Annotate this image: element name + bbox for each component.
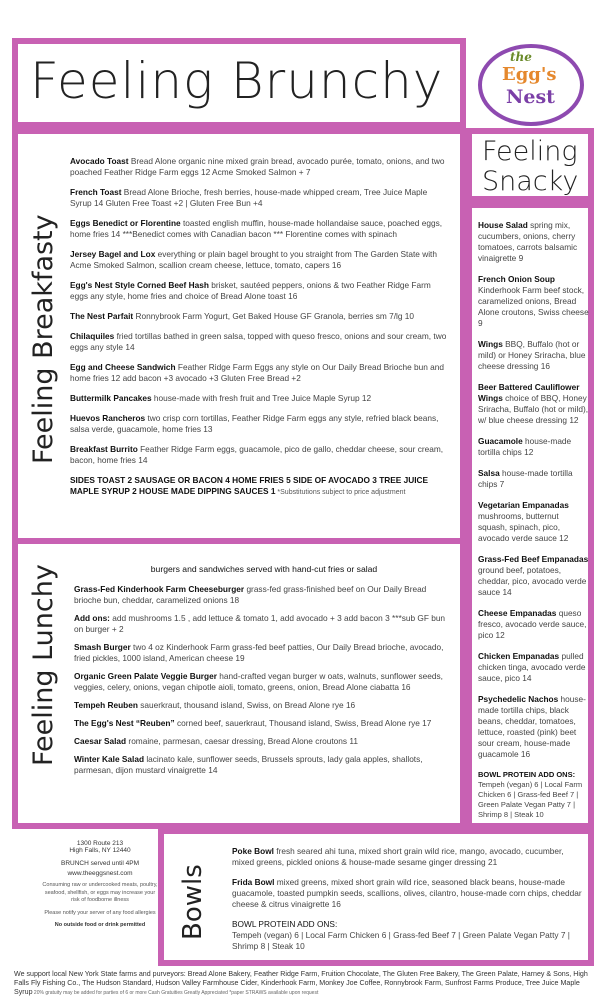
outside-food-note: No outside food or drink permitted	[54, 922, 146, 928]
lunch-section	[12, 538, 466, 829]
menu-item: Beer Battered Cauliflower Wings choice of BBQ, Honey Sriracha, Buffalo (hot or mild), w/ blue cheese dressing 12	[478, 382, 589, 425]
menu-item: Frida Bowl mixed greens, mixed short grain wild rice, seasoned black beans, house-made guacamole, toasted pumpkin seeds, scallions, olives, cilantro, house-made corn chips, cheddar cheese & citrus vinaigrette 16	[232, 877, 582, 909]
menu-item: The Nest Parfait Ronnybrook Farm Yogurt, Get Baked House GF Granola, berries sm 7/lg 10	[70, 311, 415, 321]
menu-item: Guacamole house-made tortilla chips 12	[478, 436, 572, 457]
menu-item: Grass-Fed Kinderhook Farm Cheeseburger grass-fed grass-finished beef on Our Daily Bread brioche bun, cheddar, caramelized onions 18	[74, 584, 427, 605]
menu-item: Avocado Toast Bread Alone organic nine mixed grain bread, avocado purée, tomato, onions, and two poached Feather Ridge Farm eggs 12 Acme Smoked Salmon + 7	[70, 156, 445, 177]
menu-item: Smash Burger two 4 oz Kinderhook Farm grass-fed beef patties, Our Daily Bread brioche, avocado, fried pickles, 1000 island, American cheese 19	[74, 642, 444, 663]
website-link[interactable]: www.theeggsnest.com	[67, 870, 133, 877]
menu-item: French Toast Bread Alone Brioche, fresh berries, house-made whipped cream, Tree Juice Maple Syrup 14 Gluten Free Toast +2 | Gluten Free Bun +4	[70, 187, 428, 208]
footer	[14, 970, 598, 998]
breakfast-list	[70, 156, 448, 507]
menu-item: House Salad spring mix, cucumbers, onions, cherry tomatoes, carrots balsamic vinaigrette 9	[478, 220, 578, 263]
menu-item: Chicken Empanadas pulled chicken tinga, avocado verde sauce, pico 14	[478, 651, 586, 683]
sides-line: SIDES TOAST 2 SAUSAGE OR BACON 4 HOME FRIES 5 SIDE OF AVOCADO 3 TREE JUICE MAPLE SYRUP 2 HOUSE MADE DIPPING SAUCES 1 *Substitutions subject to price adjustment	[70, 475, 429, 496]
logo-eggs: Egg's	[502, 64, 557, 85]
menu-item: Vegetarian Empanadas mushrooms, butternut squash, spinach, pico, avocado verde sauce 12	[478, 500, 569, 543]
menu-item: Grass-Fed Beef Empanadas ground beef, potatoes, cheddar, pico, avocado verde sauce 14	[478, 554, 589, 597]
snacks-list	[478, 220, 590, 830]
menu-item: Salsa house-made tortilla chips 7	[478, 468, 573, 489]
menu-item: French Onion Soup Kinderhook Farm beef stock, caramelized onions, Bread Alone croutons, Swiss cheese 9	[478, 274, 589, 328]
menu-item: Organic Green Palate Veggie Burger hand-crafted vegan burger w oats, walnuts, sunflower seeds, veggies, celery, onions, vegan chipotle aioli, tomato, greens, onion, Bread Alone ciabatta 16	[74, 671, 443, 692]
food-warning: Consuming raw or undercooked meats, poultry, seafood, shellfish, or eggs may increase your risk of foodborne illness	[42, 882, 158, 903]
restaurant-info	[40, 840, 160, 930]
menu-item: Buttermilk Pancakes house-made with fresh fruit and Tree Juice Maple Syrup 12	[70, 393, 372, 403]
protein-add-ons: BOWL PROTEIN ADD ONS: Tempeh (vegan) 6 | Local Farm Chicken 6 | Grass-fed Beef 7 | Green Palate Vegan Patty 7 | Shrimp 8 | Steak 10	[478, 770, 583, 819]
hours: BRUNCH served until 4PM	[60, 860, 140, 867]
allergy-note: Please notify your server of any food allergies	[44, 909, 156, 916]
breakfast-title: Feeling Breakfasty	[28, 214, 59, 464]
page-title: Feeling Brunchy	[30, 52, 444, 110]
snacky-header-box	[466, 128, 594, 202]
address-line-2: High Falls, NY 12440	[69, 847, 131, 854]
logo-the: the	[510, 50, 532, 64]
protein-add-ons: BOWL PROTEIN ADD ONS: Tempeh (vegan) 6 | Local Farm Chicken 6 | Grass-fed Beef 7 | Green Palate Vegan Patty 7 | Shrimp 8 | Steak 10	[232, 919, 570, 951]
menu-item: Huevos Rancheros two crisp corn tortillas, Feather Ridge Farm eggs any style, refried black beans, salsa verde, guacamole, home fries 13	[70, 413, 439, 434]
snacky-title-2: Snacky	[482, 166, 579, 197]
bowls-title: Bowls	[178, 864, 208, 940]
bowls-list	[232, 846, 582, 952]
eggs-nest-logo	[478, 44, 584, 126]
menu-item: Jersey Bagel and Lox everything or plain bagel brought to you straight from The Garden State with Acme Smoked Salmon, scallion cream cheese, lettuce, tomato, capers 16	[70, 249, 437, 270]
menu-item: Breakfast Burrito Feather Ridge Farm eggs, guacamole, pico de gallo, cheddar cheese, sour cream, bacon, home fries 14	[70, 444, 444, 465]
menu-item: Poke Bowl fresh seared ahi tuna, mixed short grain wild rice, mango, avocado, cucumber, mixed greens, pickled onions & house-made sesame ginger dressing 21	[232, 846, 564, 867]
lunch-list	[74, 564, 454, 783]
snacks-section	[466, 202, 594, 829]
menu-item: Add ons: add mushrooms 1.5 , add lettuce & tomato 1, add avocado + 3 add bacon 3 ***sub GF bun on burger + 2	[74, 613, 446, 634]
menu-item: Psychedelic Nachos house-made tortilla chips, black beans, cheddar, tomatoes, lettuce, roasted (pink) beet sour cream, house-made guacamole 16	[478, 694, 586, 759]
snacky-title-1: Feeling	[482, 136, 578, 167]
lunch-title: Feeling Lunchy	[28, 564, 59, 766]
menu-item: Egg's Nest Style Corned Beef Hash brisket, sautéed peppers, onions & two Feather Ridge Farm eggs any style, home fries and choice of Bread Alone toast 16	[70, 280, 431, 301]
menu-item: Wings BBQ, Buffalo (hot or mild) or Honey Sriracha, blue cheese dressing 16	[478, 339, 586, 371]
brunchy-header-box	[12, 38, 466, 128]
menu-item: Egg and Cheese Sandwich Feather Ridge Farm Eggs any style on Our Daily Bread Brioche bun and home fries 12 add bacon +3 avocado +3 Gluten Free Bread +2	[70, 362, 444, 383]
footer-fine-print: 20% gratuity may be added for parties of 6 or more Cash Gratuities Greatly Appreciated *paper STRAWS available upon request	[32, 990, 319, 996]
menu-item: Caesar Salad romaine, parmesan, caesar dressing, Bread Alone croutons 11	[74, 736, 358, 746]
menu-item: The Egg's Nest “Reuben” corned beef, sauerkraut, Thousand island, Swiss, Bread Alone rye 17	[74, 718, 432, 728]
logo-nest: Nest	[506, 86, 555, 108]
menu-item: Chilaquiles fried tortillas bathed in green salsa, topped with queso fresco, onions and sour cream, two eggs any style 14	[70, 331, 447, 352]
menu-item: Winter Kale Salad lacinato kale, sunflower seeds, Brussels sprouts, lady gala apples, shallots, parmesan, dijon mustard vinaigrette 14	[74, 754, 423, 775]
lunch-subtitle: burgers and sandwiches served with hand-cut fries or salad	[150, 564, 378, 574]
menu-item: Eggs Benedict or Florentine toasted english muffin, house-made hollandaise sauce, poached eggs, home fries 14 ***Benedict comes with Canadian bacon *** Florentine comes with spinach	[70, 218, 443, 239]
bowls-section	[158, 828, 594, 966]
menu-item: Cheese Empanadas queso fresco, avocado verde sauce, pico 12	[478, 608, 587, 640]
footer-purveyors: We support local New York State farms and purveyors: Bread Alone Bakery, Feather Ridge Farm, Fruition Chocolate, The Gluten Free Bakery, The Green Palate, Harney & Sons, High Falls Fly Fishing Co., The Hudson Standard, Hudson Valley Farmhouse Cider, Kinderhook Farm, Monkey Joe Coffee, Ronnybrook Farm, Sunfrost Farms Produce, Tree Juice Maple Syrup	[14, 970, 588, 996]
breakfast-section	[12, 128, 466, 544]
menu-item: Tempeh Reuben sauerkraut, thousand island, Swiss, on Bread Alone rye 16	[74, 700, 356, 710]
address-line-1: 1300 Route 213	[76, 840, 124, 847]
